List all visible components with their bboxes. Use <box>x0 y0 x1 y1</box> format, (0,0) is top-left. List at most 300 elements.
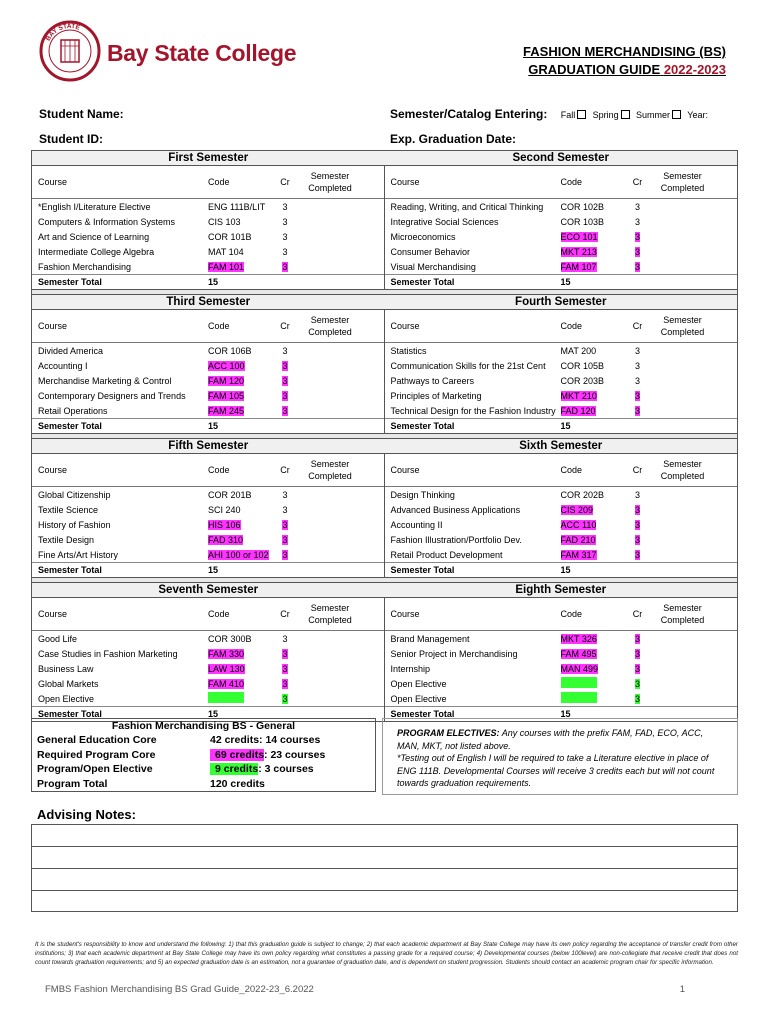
exp-grad-label: Exp. Graduation Date: <box>390 132 517 146</box>
course-code <box>208 550 272 560</box>
course-credits <box>625 262 651 272</box>
semester-total-row <box>385 418 738 433</box>
col-code: Code <box>208 177 230 187</box>
col-completed: Semester Completed <box>308 603 352 625</box>
course-row <box>32 358 384 373</box>
course-code-text: CIS 209 <box>560 504 594 515</box>
semester-pair <box>32 598 737 721</box>
course-credits <box>625 679 651 689</box>
col-completed: Semester Completed <box>308 171 352 193</box>
course-code-text: FAM 410 <box>208 678 245 689</box>
course-code <box>208 247 272 257</box>
credits-text: 3 <box>282 231 288 242</box>
course-name: Visual Merchandising <box>390 261 476 272</box>
credits-text: 3 <box>282 678 288 689</box>
course-code-text: FAD 120 <box>560 405 596 416</box>
course-code-text: MAN 499 <box>560 663 599 674</box>
col-code: Code <box>560 321 583 331</box>
course-code <box>561 406 625 416</box>
advising-notes <box>31 800 738 912</box>
course-row <box>32 661 384 676</box>
course-name: Merchandise Marketing & Control <box>38 375 172 386</box>
course-code-text: FAM 120 <box>208 375 245 386</box>
course-row <box>385 373 738 388</box>
course-code <box>208 346 272 356</box>
course-code-text: FAM 107 <box>560 261 597 272</box>
course-credits <box>625 535 651 545</box>
course-name: Design Thinking <box>390 489 455 500</box>
credits-text: 3 <box>282 648 288 659</box>
guide-title: FASHION MERCHANDISING (BS) <box>523 44 726 59</box>
credits-text: 3 <box>634 231 640 242</box>
course-code-text: FAM 101 <box>208 261 245 272</box>
student-id-label: Student ID: <box>39 132 103 146</box>
course-code-text: COR 202B <box>560 489 605 500</box>
course-name: Textile Design <box>38 534 95 545</box>
course-name: Communication Skills for the 21st Cent <box>390 360 546 371</box>
course-credits <box>272 490 298 500</box>
semester-pair <box>32 166 737 289</box>
semester-total-row <box>385 274 738 289</box>
course-row <box>32 229 384 244</box>
credits-text: 3 <box>634 678 640 689</box>
semester-block <box>32 310 385 433</box>
course-name: *English I/Literature Elective <box>38 201 151 212</box>
course-code <box>208 361 272 371</box>
column-header-row <box>32 166 384 199</box>
course-row <box>32 259 384 274</box>
semester-total-value: 15 <box>208 277 219 287</box>
semester-total-label: Semester Total <box>38 421 102 431</box>
svg-text:BAY STATE: BAY STATE <box>44 22 81 43</box>
course-row <box>32 676 384 691</box>
course-name: Accounting II <box>390 519 443 530</box>
course-code-text: ENG 111B/LIT <box>208 201 266 212</box>
course-code-text: FAM 330 <box>208 648 245 659</box>
course-row <box>32 199 384 214</box>
course-code <box>208 202 272 212</box>
credits-text: 3 <box>634 201 640 212</box>
column-header-row <box>385 454 738 487</box>
course-code <box>561 232 625 242</box>
course-code <box>208 505 272 515</box>
course-code <box>208 376 272 386</box>
course-name: Reading, Writing, and Critical Thinking <box>390 201 544 212</box>
semester-title: Eighth Semester <box>515 584 607 596</box>
summary-row: Program Total 120 credits <box>31 778 376 793</box>
course-credits <box>272 535 298 545</box>
course-code <box>208 535 272 545</box>
course-name: Fashion Illustration/Portfolio Dev. <box>390 534 522 545</box>
course-row <box>385 214 738 229</box>
course-row <box>32 646 384 661</box>
course-name: Open Elective <box>390 678 447 689</box>
course-code <box>208 217 272 227</box>
course-credits <box>625 391 651 401</box>
course-name: Intermediate College Algebra <box>38 246 155 257</box>
credits-text: 3 <box>282 246 288 257</box>
summary-row: Program/Open Elective 9 credits: 3 courses <box>31 763 376 778</box>
course-code-text: COR 105B <box>560 360 605 371</box>
course-code-text: COR 201B <box>208 489 252 500</box>
advising-line[interactable] <box>31 824 738 846</box>
course-name: Open Elective <box>390 693 447 704</box>
course-credits <box>625 520 651 530</box>
course-code <box>561 490 625 500</box>
course-code-text: MKT 210 <box>560 390 597 401</box>
course-code <box>561 634 625 644</box>
course-credits <box>625 550 651 560</box>
semester-pair-header <box>32 439 737 454</box>
semester-total-value: 15 <box>208 709 219 719</box>
semester-total-label: Semester Total <box>390 709 455 719</box>
course-row <box>385 502 738 517</box>
course-credits <box>625 247 651 257</box>
col-cr: Cr <box>632 609 643 619</box>
course-row <box>385 229 738 244</box>
course-credits <box>625 694 651 704</box>
course-code-text: FAD 310 <box>208 534 244 545</box>
course-credits <box>625 505 651 515</box>
course-credits <box>625 361 651 371</box>
course-credits <box>272 679 298 689</box>
course-code <box>208 520 272 530</box>
semester-total-label: Semester Total <box>38 709 102 719</box>
course-code <box>208 490 272 500</box>
course-code-text: SCI 240 <box>208 504 241 515</box>
col-code: Code <box>208 321 230 331</box>
course-code-text: COR 103B <box>560 216 605 227</box>
credits-text: 3 <box>634 345 640 356</box>
catalog-entering: Semester/Catalog Entering: Fall Spring Summer Year: <box>390 107 708 121</box>
student-name-label: Student Name: <box>39 107 124 121</box>
course-name: Open Elective <box>38 693 95 704</box>
credits-text: 3 <box>634 693 640 704</box>
guide-subtitle: GRADUATION GUIDE 2022-2023 <box>528 62 726 77</box>
col-code: Code <box>208 465 230 475</box>
col-course: Course <box>390 465 420 475</box>
course-name: Contemporary Designers and Trends <box>38 390 186 401</box>
col-cr: Cr <box>280 465 290 475</box>
course-code-text: ACC 110 <box>560 519 597 530</box>
course-code-text: ECO 101 <box>560 231 598 242</box>
course-credits <box>272 649 298 659</box>
semester-title: Second Semester <box>512 152 609 164</box>
semester-title: Sixth Semester <box>519 440 603 452</box>
course-code-text: AHI 100 or 102 <box>208 549 269 560</box>
program-electives-note: PROGRAM ELECTIVES: Any courses with the prefix FAM, FAD, ECO, ACC, MAN, MKT, not listed above. *Testing out of English I will be required to take a Literature elective in place of ENG 111B. Developmental Courses will receive 3 credits each but will not count towards graduation requirements. <box>382 718 738 795</box>
course-row <box>385 547 738 562</box>
credits-text: 3 <box>282 345 288 356</box>
course-code <box>208 664 272 674</box>
col-course: Course <box>38 321 68 331</box>
course-code <box>561 550 625 560</box>
credits-text: 3 <box>634 261 640 272</box>
credits-text: 3 <box>634 534 640 545</box>
credits-text: 3 <box>634 216 640 227</box>
fall-checkbox[interactable] <box>577 110 586 119</box>
course-code <box>561 262 625 272</box>
semester-total-value: 15 <box>560 421 571 431</box>
column-header-row <box>32 454 384 487</box>
course-name: Business Law <box>38 663 94 674</box>
course-code-text: FAM 317 <box>560 549 597 560</box>
course-code-text <box>208 692 244 703</box>
semester-title: Fourth Semester <box>515 296 607 308</box>
guide-year: 2022-2023 <box>663 62 726 77</box>
course-name: Divided America <box>38 345 104 356</box>
course-row <box>32 487 384 502</box>
course-name: History of Fashion <box>38 519 111 530</box>
course-credits <box>625 634 651 644</box>
credits-text: 3 <box>282 633 288 644</box>
course-name: Internship <box>390 663 431 674</box>
course-credits <box>625 232 651 242</box>
course-row <box>32 532 384 547</box>
course-code-text <box>561 677 597 688</box>
course-code-text: FAM 245 <box>208 405 245 416</box>
credits-text: 3 <box>282 489 288 500</box>
course-credits <box>272 634 298 644</box>
course-code-text: COR 300B <box>208 633 252 644</box>
course-name: Retail Operations <box>38 405 108 416</box>
course-code-text: FAM 495 <box>560 648 597 659</box>
credits-text: 3 <box>282 693 288 704</box>
course-name: Global Markets <box>38 678 99 689</box>
course-name: Principles of Marketing <box>390 390 482 401</box>
course-credits <box>272 217 298 227</box>
course-row <box>385 199 738 214</box>
course-credits <box>272 550 298 560</box>
course-row <box>385 343 738 358</box>
semester-block <box>385 598 738 721</box>
course-name: Pathways to Careers <box>390 375 475 386</box>
course-name: Consumer Behavior <box>390 246 471 257</box>
course-code <box>561 346 625 356</box>
course-credits <box>272 694 298 704</box>
course-code-text: COR 203B <box>560 375 605 386</box>
disclaimer: It is the student's responsibility to know and understand the following: 1) that this graduation guide is subject to change; 2) that each academic department at Bay State College may have its own policy regarding the acceptance of transfer credit from other institutions; 3) that each academic department at Bay State College may have its own policy regarding what constitutes a passing grade for a required course; 4) Developmental courses (below 100level) are non-collegiate that receive credit that does not count towards graduation requirements; and 5) an expected graduation date is an estimation, not a guarantee of graduation date, and is dependent on student progression. Students should contact an academic program chair for specific information. <box>35 941 738 967</box>
course-code <box>561 520 625 530</box>
semester-total-row <box>32 562 384 577</box>
advising-line[interactable] <box>31 890 738 912</box>
course-credits <box>272 346 298 356</box>
course-row <box>385 646 738 661</box>
course-name: Good Life <box>38 633 78 644</box>
course-name: Fashion Merchandising <box>38 261 132 272</box>
credits-text: 3 <box>282 201 288 212</box>
col-completed: Semester Completed <box>308 459 352 481</box>
summer-checkbox[interactable] <box>672 110 681 119</box>
course-row <box>385 676 738 691</box>
course-credits <box>272 361 298 371</box>
col-completed: Semester Completed <box>308 315 352 337</box>
course-name: Brand Management <box>390 633 470 644</box>
course-name: Computers & Information Systems <box>38 216 176 227</box>
col-cr: Cr <box>280 609 290 619</box>
course-name: Microeconomics <box>390 231 456 242</box>
course-code <box>561 391 625 401</box>
course-row <box>385 532 738 547</box>
credit-summary <box>31 718 376 792</box>
semester-total-label: Semester Total <box>390 421 455 431</box>
course-name: Technical Design for the Fashion Industry <box>390 405 556 416</box>
semester-block <box>32 166 385 289</box>
semester-total-row <box>32 418 384 433</box>
course-code <box>561 505 625 515</box>
course-name: Accounting I <box>38 360 88 371</box>
course-name: Integrative Social Sciences <box>390 216 499 227</box>
col-course: Course <box>38 465 68 475</box>
course-code-text: MAT 104 <box>208 246 244 257</box>
course-code-text: COR 102B <box>560 201 605 212</box>
course-code-text: MKT 213 <box>560 246 597 257</box>
credits-text: 3 <box>634 519 640 530</box>
credits-text: 3 <box>282 216 288 227</box>
summary-title: Fashion Merchandising BS - General <box>31 718 376 734</box>
course-code-text: FAM 105 <box>208 390 245 401</box>
course-name: Senior Project in Merchandising <box>390 648 518 659</box>
column-header-row <box>32 598 384 631</box>
course-row <box>385 388 738 403</box>
credits-text: 3 <box>282 405 288 416</box>
course-code-text <box>561 692 597 703</box>
course-name: Case Studies in Fashion Marketing <box>38 648 178 659</box>
course-row <box>32 388 384 403</box>
course-name: Advanced Business Applications <box>390 504 521 515</box>
semester-block <box>32 454 385 577</box>
course-row <box>32 343 384 358</box>
course-row <box>385 487 738 502</box>
course-code <box>561 247 625 257</box>
semester-pair-header <box>32 151 737 166</box>
credits-text: 3 <box>282 519 288 530</box>
credits-text: 3 <box>282 390 288 401</box>
footer-doc-name: FMBS Fashion Merchandising BS Grad Guide_2022-23_6.2022 <box>45 984 314 995</box>
course-credits <box>272 247 298 257</box>
semester-total-value: 15 <box>560 565 571 575</box>
col-course: Course <box>390 177 420 187</box>
course-name: Global Citizenship <box>38 489 111 500</box>
credits-text: 3 <box>282 261 288 272</box>
course-code <box>561 376 625 386</box>
semester-total-row <box>32 274 384 289</box>
course-code <box>208 679 272 689</box>
credits-text: 3 <box>634 549 640 560</box>
course-code <box>561 649 625 659</box>
advising-line[interactable] <box>31 846 738 868</box>
semester-pair <box>32 454 737 577</box>
course-row <box>32 631 384 646</box>
credits-text: 3 <box>282 504 288 515</box>
col-code: Code <box>560 609 583 619</box>
credits-text: 3 <box>282 549 288 560</box>
course-code-text: FAD 210 <box>560 534 596 545</box>
col-completed: Semester Completed <box>660 171 705 193</box>
course-code-text: MAT 200 <box>560 345 597 356</box>
semester-block <box>32 598 385 721</box>
credits-text: 3 <box>634 360 640 371</box>
course-code <box>208 634 272 644</box>
college-seal-logo <box>39 20 101 82</box>
semester-grid <box>31 150 738 722</box>
semester-total-label: Semester Total <box>390 277 455 287</box>
course-code <box>208 692 272 705</box>
col-completed: Semester Completed <box>660 603 705 625</box>
course-code <box>561 677 625 690</box>
col-cr: Cr <box>632 465 643 475</box>
course-credits <box>272 232 298 242</box>
credits-text: 3 <box>634 375 640 386</box>
col-cr: Cr <box>632 321 643 331</box>
credits-text: 3 <box>634 246 640 257</box>
course-credits <box>272 406 298 416</box>
credits-text: 3 <box>634 504 640 515</box>
course-code <box>561 664 625 674</box>
course-row <box>32 547 384 562</box>
col-code: Code <box>560 465 583 475</box>
credits-text: 3 <box>634 633 640 644</box>
course-credits <box>625 217 651 227</box>
summary-row: Required Program Core 69 credits: 23 courses <box>31 749 376 764</box>
course-name: Statistics <box>390 345 427 356</box>
semester-total-value: 15 <box>560 709 571 719</box>
course-code-text: LAW 130 <box>208 663 245 674</box>
credits-text: 3 <box>634 390 640 401</box>
course-row <box>32 403 384 418</box>
col-course: Course <box>390 321 420 331</box>
col-course: Course <box>390 609 420 619</box>
semester-block <box>385 166 738 289</box>
semester-title: Third Semester <box>166 296 251 308</box>
credits-text: 3 <box>282 663 288 674</box>
course-row <box>32 373 384 388</box>
col-cr: Cr <box>280 177 290 187</box>
course-row <box>385 358 738 373</box>
spring-checkbox[interactable] <box>621 110 630 119</box>
semester-total-value: 15 <box>208 421 219 431</box>
course-code <box>208 262 272 272</box>
col-code: Code <box>208 609 230 619</box>
column-header-row <box>385 166 738 199</box>
course-code <box>561 692 625 705</box>
course-row <box>385 403 738 418</box>
course-row <box>385 661 738 676</box>
course-credits <box>272 391 298 401</box>
course-code-text: COR 101B <box>208 231 252 242</box>
course-name: Retail Product Development <box>390 549 503 560</box>
course-row <box>32 214 384 229</box>
col-course: Course <box>38 177 68 187</box>
semester-total-label: Semester Total <box>390 565 455 575</box>
advising-line[interactable] <box>31 868 738 890</box>
course-credits <box>272 664 298 674</box>
col-completed: Semester Completed <box>660 459 705 481</box>
semester-pair-header <box>32 583 737 598</box>
col-cr: Cr <box>280 321 290 331</box>
credits-text: 3 <box>282 534 288 545</box>
page-number: 1 <box>679 984 685 995</box>
course-row <box>385 691 738 706</box>
course-code <box>208 232 272 242</box>
course-name: Fine Arts/Art History <box>38 549 119 560</box>
credits-text: 3 <box>634 489 640 500</box>
semester-pair-header <box>32 295 737 310</box>
semester-total-row <box>385 562 738 577</box>
course-code-text: CIS 103 <box>208 216 241 227</box>
credits-text: 3 <box>634 648 640 659</box>
semester-total-value: 15 <box>208 565 219 575</box>
